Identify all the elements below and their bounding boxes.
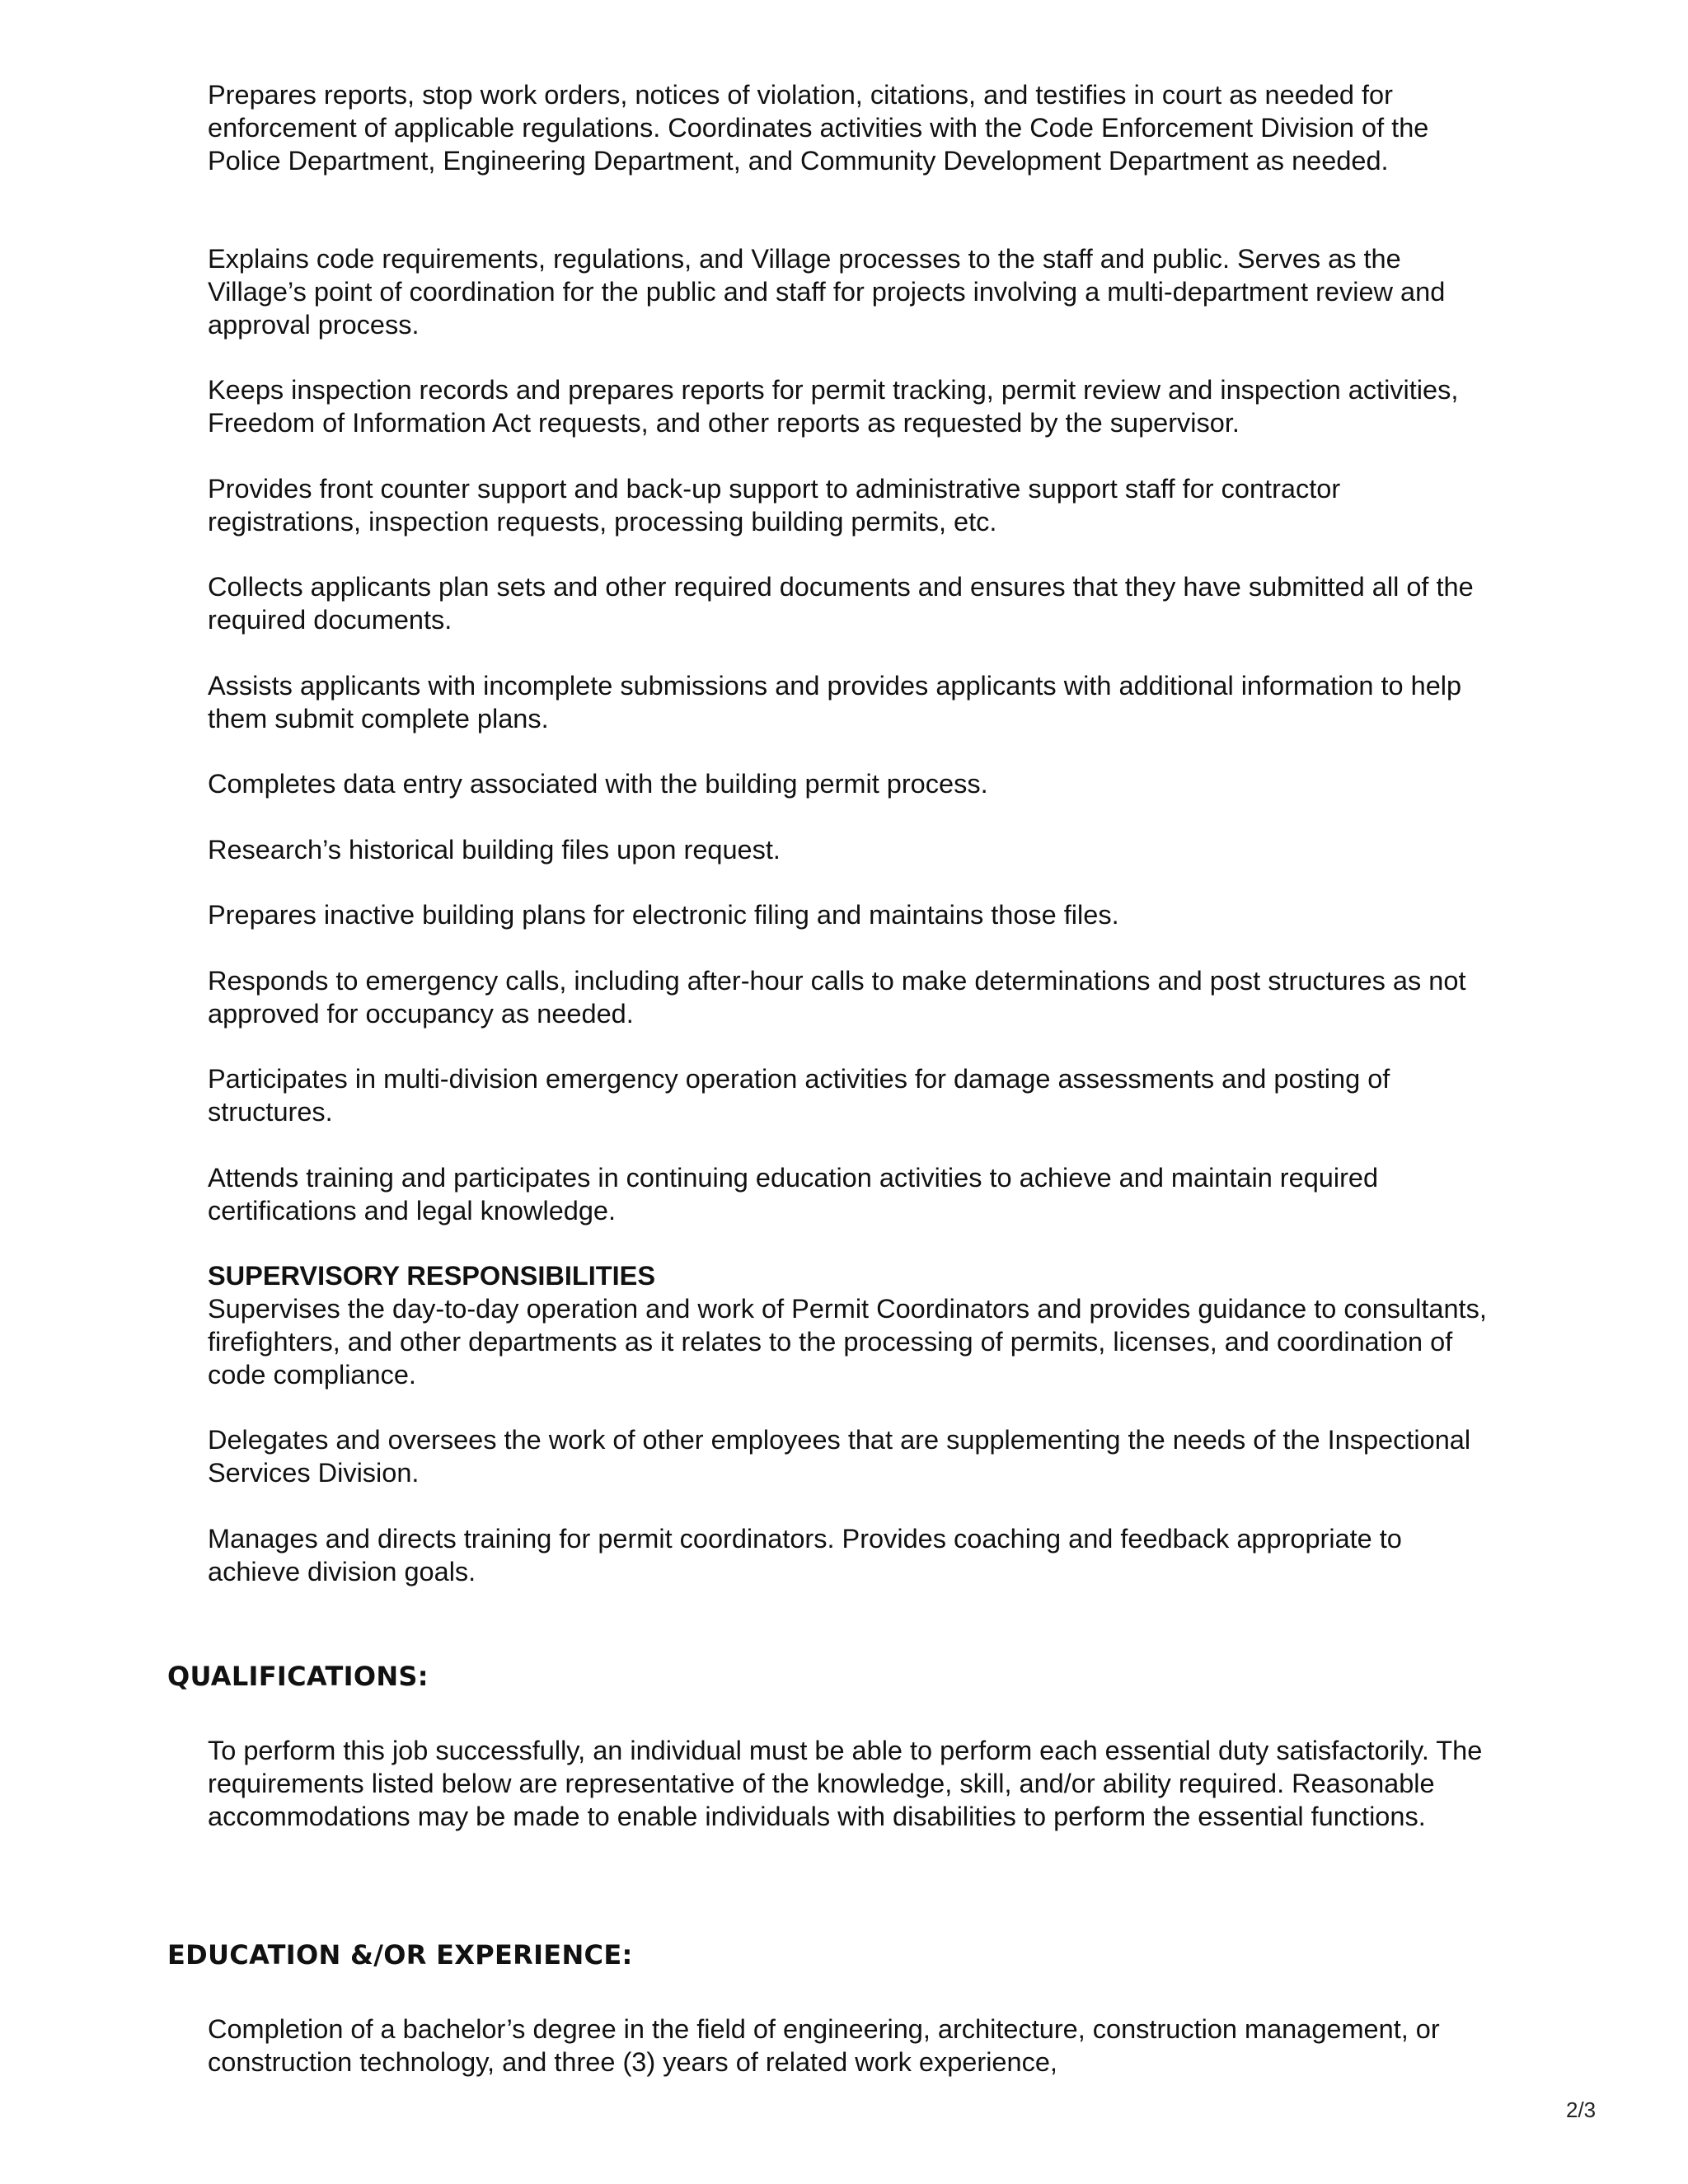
paragraph-plan-sets: Collects applicants plan sets and other required documents and ensures that they have submitted all of the required documents. xyxy=(208,572,1474,635)
paragraph-front-counter: Provides front counter support and back-up support to administrative support staff for contractor registrations, inspection requests, processing building permits, etc. xyxy=(208,474,1341,537)
paragraph-enforcement: Prepares reports, stop work orders, notices of violation, citations, and testifies in court as needed for enforcement of applicable regulations. Coordinates activities with the Code Enforcement Division of the Police Department, Engineering Department, and Community Development Department as needed. xyxy=(208,80,1429,176)
paragraph-emergency-calls: Responds to emergency calls, including after-hour calls to make determinations and post structures as not approved for occupancy as needed. xyxy=(208,966,1466,1029)
paragraph-historical-files: Research’s historical building files upon request. xyxy=(208,835,781,865)
paragraph-delegates: Delegates and oversees the work of other employees that are supplementing the needs of the Inspectional Services Division. xyxy=(208,1425,1471,1488)
paragraph-data-entry: Completes data entry associated with the building permit process. xyxy=(208,769,988,799)
paragraph-manages-training: Manages and directs training for permit coordinators. Provides coaching and feedback appropriate to achieve division goals. xyxy=(208,1524,1402,1586)
paragraph-inactive-plans: Prepares inactive building plans for electronic filing and maintains those files. xyxy=(208,900,1119,930)
paragraph-training: Attends training and participates in continuing education activities to achieve and maintain required certifications and legal knowledge. xyxy=(208,1163,1379,1226)
paragraph-supervises: Supervises the day-to-day operation and work of Permit Coordinators and provides guidance to consultants, firefighters, and other departments as it relates to the processing of permits, licenses, and coordination of code compliance. xyxy=(208,1294,1487,1390)
supervisory-heading: SUPERVISORY RESPONSIBILITIES xyxy=(208,1261,656,1291)
paragraph-emergency-operations: Participates in multi-division emergency operation activities for damage assessments and posting of structures. xyxy=(208,1064,1390,1127)
qualifications-text: To perform this job successfully, an individual must be able to perform each essential duty satisfactorily. The requirements listed below are representative of the knowledge, skill, and/or ability required. Reasonable accommodations may be made to enable individuals with disabilities to perform the essential functions. xyxy=(208,1736,1483,1831)
education-heading: EDUCATION &/OR EXPERIENCE: xyxy=(167,1939,633,1971)
qualifications-heading: QUALIFICATIONS: xyxy=(167,1661,429,1692)
education-text: Completion of a bachelor’s degree in the field of engineering, architecture, construction management, or construction technology, and three (3) years of related work experience, xyxy=(208,2014,1440,2077)
page-number: 2/3 xyxy=(1566,2097,1597,2122)
paragraph-code-requirements: Explains code requirements, regulations, and Village processes to the staff and public. Serves as the Village’s point of coordination for the public and staff for projects involving a multi-department review and approval process. xyxy=(208,244,1446,340)
paragraph-incomplete-submissions: Assists applicants with incomplete submissions and provides applicants with additional information to help them submit complete plans. xyxy=(208,671,1462,733)
paragraph-inspection-records: Keeps inspection records and prepares reports for permit tracking, permit review and inspection activities, Freedom of Information Act requests, and other reports as requested by the supervisor. xyxy=(208,375,1459,438)
